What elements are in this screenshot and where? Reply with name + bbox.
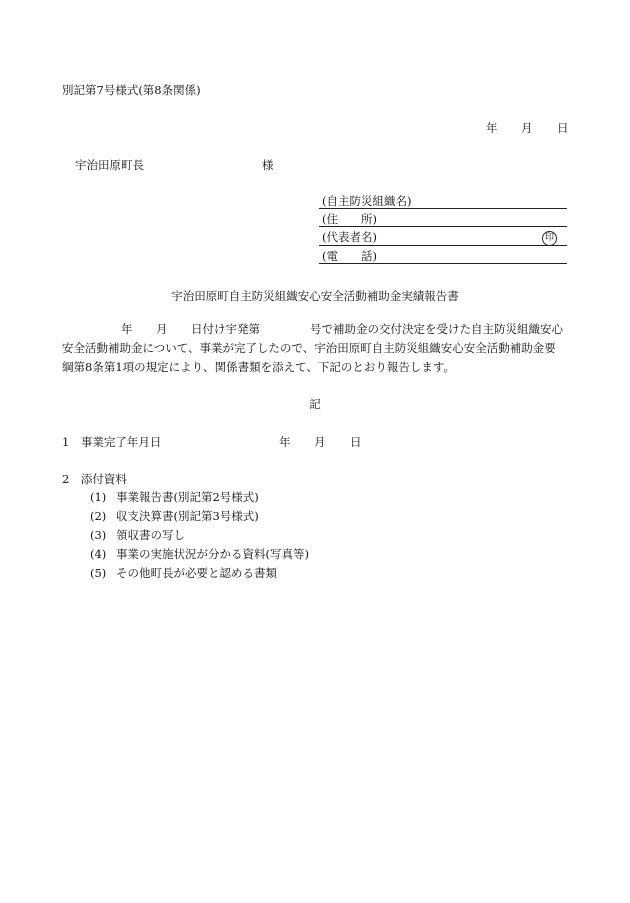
addressee-name: 宇治田原町長: [75, 158, 144, 172]
item1-month: 月: [314, 435, 326, 449]
body-month: 月: [156, 322, 168, 336]
body-line2: 安全活動補助金について、事業が完了したので、宇治田原町自主防災組織安心安全活動補助金要: [62, 341, 556, 355]
body-year: 年: [121, 322, 133, 336]
body-line3: 綱第8条第1項の規定により、関係書類を添えて、下記のとおり報告します。: [62, 360, 455, 374]
form-number: 別記第7号様式(第8条関係): [62, 83, 201, 97]
representative-label: (代表者名): [322, 230, 377, 244]
org-name-label: (自主防災組織名): [322, 194, 412, 208]
list-item: (4) 事業の実施状況が分かる資料(写真等): [90, 547, 309, 561]
phone-underline: [319, 263, 567, 264]
date-day: 日: [557, 121, 569, 135]
list-item: (1) 事業報告書(別記第2号様式): [90, 490, 259, 504]
list-item: (3) 領収書の写し: [90, 528, 185, 542]
addressee-honorific: 様: [262, 158, 274, 172]
address-label: (住 所): [322, 212, 377, 226]
item1-year: 年: [279, 435, 291, 449]
list-item: (5) その他町長が必要と認める書類: [90, 566, 277, 580]
seal-icon: 印: [542, 229, 557, 246]
date-month: 月: [521, 121, 533, 135]
ki-heading: 記: [309, 397, 321, 411]
list-item: (2) 収支決算書(別記第3号様式): [90, 509, 259, 523]
item2-label: 2 添付資料: [62, 472, 127, 486]
address-underline: [319, 226, 567, 227]
item1-day: 日: [350, 435, 362, 449]
date-year: 年: [486, 121, 498, 135]
body-mid: 日付け宇発第: [191, 322, 260, 336]
document-title: 宇治田原町自主防災組織安心安全活動補助金実績報告書: [171, 289, 459, 303]
representative-underline: [319, 245, 567, 246]
org-name-underline: [319, 208, 567, 209]
phone-label: (電 話): [322, 249, 377, 263]
item1-label: 1 事業完了年月日: [62, 435, 162, 449]
body-line1-tail: 号で補助金の交付決定を受けた自主防災組織安心: [310, 322, 563, 336]
